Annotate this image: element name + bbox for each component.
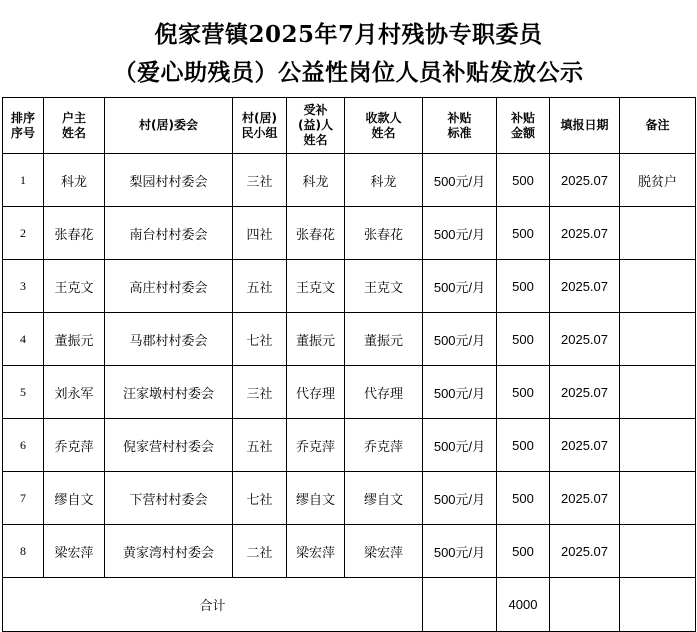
- cell-village: 马郡村村委会: [105, 313, 233, 366]
- cell-standard: 500元/月: [423, 260, 497, 313]
- cell-no: 4: [3, 313, 44, 366]
- header-cell: 受补 (益)人 姓名: [287, 98, 345, 154]
- header-cell: 村(居) 民小组: [233, 98, 287, 154]
- page-title-line-1: 倪家营镇2025年7月村残协专职委员: [154, 21, 543, 48]
- cell-note: [620, 472, 696, 525]
- cell-note: [620, 260, 696, 313]
- cell-payee: 缪自文: [345, 472, 423, 525]
- cell-no: 6: [3, 419, 44, 472]
- cell-group: 三社: [233, 366, 287, 419]
- cell-payee: 乔克萍: [345, 419, 423, 472]
- cell-amount: 500: [497, 472, 550, 525]
- header-cell: 村(居)委会: [105, 98, 233, 154]
- cell-group: 七社: [233, 472, 287, 525]
- total-label: 合计: [3, 578, 423, 632]
- header-cell: 备注: [620, 98, 696, 154]
- cell-no: 8: [3, 525, 44, 578]
- cell-standard: 500元/月: [423, 154, 497, 207]
- cell-beneficiary: 张春花: [287, 207, 345, 260]
- cell-village: 倪家营村村委会: [105, 419, 233, 472]
- cell-date: 2025.07: [550, 525, 620, 578]
- cell-head: 科龙: [44, 154, 105, 207]
- cell-note: [620, 313, 696, 366]
- cell-beneficiary: 乔克萍: [287, 419, 345, 472]
- cell-group: 四社: [233, 207, 287, 260]
- table-row: [3, 419, 696, 472]
- total-standard-cell: [423, 578, 497, 632]
- header-cell: 填报日期: [550, 98, 620, 154]
- subsidy-table: [2, 97, 696, 632]
- cell-no: 7: [3, 472, 44, 525]
- table-row: [3, 525, 696, 578]
- table-header-row: [3, 98, 696, 154]
- table-row: [3, 313, 696, 366]
- cell-standard: 500元/月: [423, 472, 497, 525]
- cell-group: 七社: [233, 313, 287, 366]
- cell-head: 王克文: [44, 260, 105, 313]
- cell-note: [620, 366, 696, 419]
- cell-note: [620, 419, 696, 472]
- header-cell: 收款人 姓名: [345, 98, 423, 154]
- cell-group: 二社: [233, 525, 287, 578]
- cell-head: 董振元: [44, 313, 105, 366]
- cell-date: 2025.07: [550, 366, 620, 419]
- cell-note: [620, 525, 696, 578]
- cell-village: 黄家湾村村委会: [105, 525, 233, 578]
- cell-group: 五社: [233, 419, 287, 472]
- cell-amount: 500: [497, 419, 550, 472]
- cell-date: 2025.07: [550, 472, 620, 525]
- cell-payee: 王克文: [345, 260, 423, 313]
- header-cell: 补贴 标准: [423, 98, 497, 154]
- table-row: [3, 207, 696, 260]
- cell-amount: 500: [497, 366, 550, 419]
- cell-village: 高庄村村委会: [105, 260, 233, 313]
- table-row: [3, 260, 696, 313]
- table-row: [3, 472, 696, 525]
- cell-note: 脱贫户: [620, 154, 696, 207]
- total-amount: 4000: [497, 578, 550, 632]
- cell-payee: 张春花: [345, 207, 423, 260]
- cell-village: 汪家墩村村委会: [105, 366, 233, 419]
- cell-amount: 500: [497, 207, 550, 260]
- cell-amount: 500: [497, 525, 550, 578]
- cell-village: 下营村村委会: [105, 472, 233, 525]
- cell-payee: 梁宏萍: [345, 525, 423, 578]
- cell-head: 乔克萍: [44, 419, 105, 472]
- cell-beneficiary: 梁宏萍: [287, 525, 345, 578]
- cell-standard: 500元/月: [423, 366, 497, 419]
- cell-group: 三社: [233, 154, 287, 207]
- cell-head: 刘永军: [44, 366, 105, 419]
- cell-standard: 500元/月: [423, 525, 497, 578]
- cell-date: 2025.07: [550, 313, 620, 366]
- cell-payee: 董振元: [345, 313, 423, 366]
- cell-amount: 500: [497, 154, 550, 207]
- cell-standard: 500元/月: [423, 207, 497, 260]
- cell-amount: 500: [497, 313, 550, 366]
- cell-beneficiary: 缪自文: [287, 472, 345, 525]
- header-cell: 排序 序号: [3, 98, 44, 154]
- cell-payee: 科龙: [345, 154, 423, 207]
- cell-beneficiary: 王克文: [287, 260, 345, 313]
- cell-group: 五社: [233, 260, 287, 313]
- cell-date: 2025.07: [550, 207, 620, 260]
- cell-head: 缪自文: [44, 472, 105, 525]
- table-row: [3, 366, 696, 419]
- cell-no: 2: [3, 207, 44, 260]
- cell-amount: 500: [497, 260, 550, 313]
- total-note-cell: [620, 578, 696, 632]
- cell-standard: 500元/月: [423, 419, 497, 472]
- cell-standard: 500元/月: [423, 313, 497, 366]
- cell-village: 梨园村村委会: [105, 154, 233, 207]
- cell-date: 2025.07: [550, 154, 620, 207]
- cell-beneficiary: 代存理: [287, 366, 345, 419]
- cell-no: 1: [3, 154, 44, 207]
- cell-beneficiary: 董振元: [287, 313, 345, 366]
- cell-village: 南台村村委会: [105, 207, 233, 260]
- cell-no: 3: [3, 260, 44, 313]
- cell-date: 2025.07: [550, 419, 620, 472]
- page-title-line-2: （爱心助残员）公益性岗位人员补贴发放公示: [113, 59, 584, 86]
- header-cell: 户主 姓名: [44, 98, 105, 154]
- table-row: [3, 154, 696, 207]
- cell-note: [620, 207, 696, 260]
- cell-head: 张春花: [44, 207, 105, 260]
- table-total-row: [3, 578, 696, 632]
- cell-payee: 代存理: [345, 366, 423, 419]
- cell-no: 5: [3, 366, 44, 419]
- total-date-cell: [550, 578, 620, 632]
- header-cell: 补贴 金额: [497, 98, 550, 154]
- cell-beneficiary: 科龙: [287, 154, 345, 207]
- cell-head: 梁宏萍: [44, 525, 105, 578]
- cell-date: 2025.07: [550, 260, 620, 313]
